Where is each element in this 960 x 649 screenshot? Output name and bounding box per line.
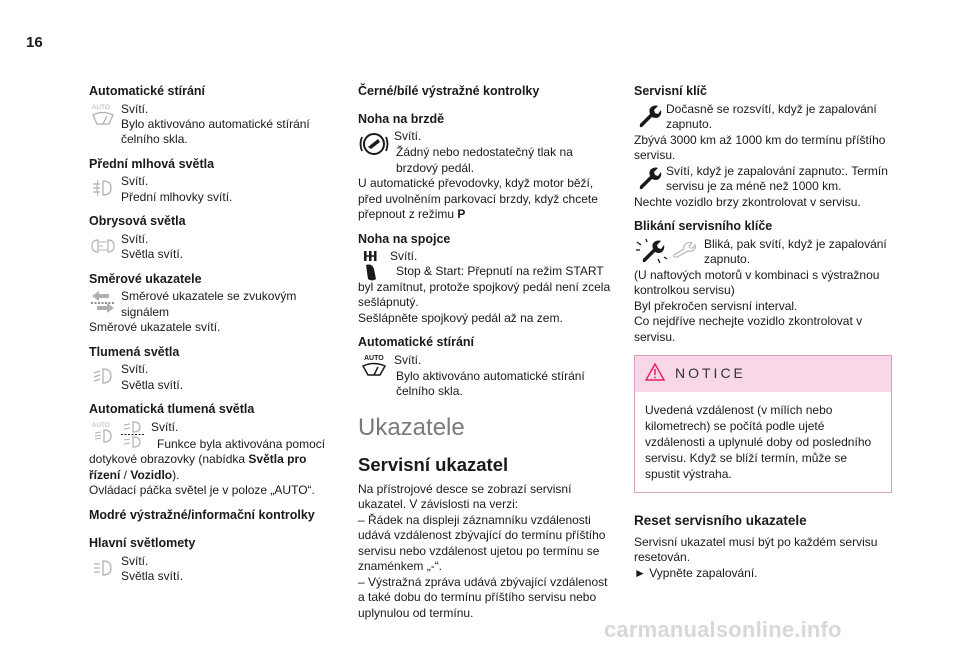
svg-text:AUTO: AUTO [364,354,384,362]
side-lights-icon [89,232,117,263]
service-key-title: Servisní klíč [634,84,707,98]
reset-service-title: Reset servisního ukazatele [634,513,807,528]
foot-on-brake-icon [358,129,390,159]
dipped-title: Tlumená světla [89,344,180,359]
wrench-icon [634,102,662,133]
page-number: 16 [26,34,43,51]
svg-text:AUTO: AUTO [92,103,110,111]
blue-lamps-heading: Modré výstražné/informační kontrolky [89,507,315,522]
service-indicator-title: Servisní ukazatel [358,453,509,475]
flashing-key-section: Blikání servisního klíče Bliká, pak svítí, když je zapalování zapnuto. (U naftových motorů v kombinaci s výstražnou kontrolkou servisu) Byl překročen servisní interval. Co nejdříve nechejte vozidlo zkontrolovat v servisu. [634,219,892,345]
turn-indicator-icon [89,289,117,320]
side-lights-section: Obrysová světla Svítí. Světla svítí. [89,214,339,263]
main-beam-section: Hlavní světlomety Svítí. Světla svítí. [89,536,339,585]
wrench-icon-2 [634,164,662,195]
flashing-key-title: Blikání servisního klíče [634,219,773,233]
service-key-section: Servisní klíč Dočasně se rozsvítí, když je zapalování zapnuto. Zbývá 3000 km až 1000 km do termínu příštího servisu. Svítí, když je zapalování zapnuto:. Termín servisu je za méně než 1000 km. Nechte vozidlo brzy zkontrolovat v servisu. [634,84,892,210]
watermark: carmanualsonline.info [604,617,842,642]
auto-wipe-section: Automatické stírání AUTO Svítí. Bylo aktivováno automatické stírání čelního skla. [89,84,339,148]
dipped-beam-icon [89,362,117,393]
foot-on-clutch-icon [358,249,386,283]
auto-dipped-section: Automatická tlumená světla AUTO Svítí. Funkce byla aktivována pomocí dotykové obrazovky (nabídka Světla pro řízení / Vozidlo). Ovládací páčka světel je v poloze „AUTO“. [89,402,339,499]
dipped-section: Tlumená světla Svítí. Světla svítí. [89,345,339,394]
flashing-wrench-icon [634,237,700,268]
notice-title: NOTICE [675,365,746,382]
brake-title: Noha na brzdě [358,111,445,126]
auto-wipe-icon [89,102,117,128]
clutch-title: Noha na spojce [358,231,451,246]
clutch-section: Noha na spojce Svítí. Stop & Start: Přepnutí na režim START byl zamítnut, protože spojkový pedál není zcela sešlápnutý. Sešlápněte spojkový pedál až na zem. [358,232,616,327]
warning-triangle-icon [645,363,665,386]
brake-section: Noha na brzdě Svítí. Žádný nebo nedostatečný tlak na brzdový pedál. U automatické převodovky, když motor běží, před uvolněním parkovací brzdy, když chcete přepnout z režimu P [358,112,616,223]
section-title-indicators: Ukazatele [358,413,465,441]
notice-body: Uvedená vzdálenost (v mílích nebo kilometrech) se počítá podle ujeté vzdálenosti a uplynulé doby od posledního servisu. Když se blíží termín, může se spustit výstraha. [645,403,872,481]
auto-wipe-title-2: Automatické stírání [358,335,475,349]
indicators-title: Směrové ukazatele [89,271,202,286]
black-white-lamps-heading: Černé/bílé výstražné kontrolky [358,84,540,98]
indicators-section: Směrové ukazatele Směrové ukazatele se zvukovým signálem Směrové ukazatele svítí. [89,272,339,336]
notice-box [634,355,892,493]
svg-text:AUTO: AUTO [92,421,110,429]
auto-dipped-desc: Funkce byla aktivována pomocí dotykové obrazovky (nabídka Světla pro řízení / Vozidlo). [89,436,326,482]
main-beam-title: Hlavní světlomety [89,536,196,550]
column-2: Černé/bílé výstražné kontrolky Noha na brzdě Svítí. Žádný nebo nedostatečný tlak na brzdový pedál. U automatické převodovky, když motor běží, před uvolněním parkovací brzdy, když chcete přepnout z režimu P Noha na spojce Svítí. Stop & Start: Přepnutí na režim START byl zamítnut, protože spojkový pedál není zcela sešlápnutý. Sešlápněte spojkový pedál až na zem. Automatické stírání AUTO Svítí. Bylo aktivováno automatické stírání čelního skla. Ukazatele Servisní ukazatel Na přístrojové desce se zobrazí servisní ukazatel. V závislosti na verzi: – Řádek na displeji záznamníku vzdálenosti udává vzdálenost zbývající do termínu příštího servisu nebo vzdálenost ujetou po termínu se znaménkem „-“. – Výstražná zpráva udává zbývající vzdálenost a také dobu do termínu příštího servisu nebo uplynulou od termínu. [358,84,616,621]
column-1 [89,84,339,594]
auto-wipe-black-icon [358,353,390,379]
front-fog-section: Přední mlhová světla Svítí. Přední mlhovky svítí. [89,157,339,206]
auto-wipe-section-2: Automatické stírání AUTO Svítí. Bylo aktivováno automatické stírání čelního skla. [358,335,616,400]
column-3: Servisní klíč Dočasně se rozsvítí, když je zapalování zapnuto. Zbývá 3000 km až 1000 km do termínu příštího servisu. Svítí, když je zapalování zapnuto:. Termín servisu je za méně než 1000 km. Nechte vozidlo brzy zkontrolovat v servisu. Blikání servisního klíče Bliká, pak svítí, když je zapalování zapnuto. (U naftových motorů v kombinaci s výstražnou kontrolkou servisu) Byl překročen servisní interval. Co nejdříve nechejte vozidlo zkontrolovat v servisu. NOTICE Uvedená vzdálenost (v mílích nebo kilometrech) se počítá podle ujeté vzdálenosti a uplynulé doby od posledního servisu. Když se blíží termín, může se spustit výstraha. Reset servisního ukazatele Servisní ukazatel musí být po každém servisu resetován. ► Vypněte zapalování. [634,84,892,581]
main-beam-icon [89,554,117,585]
notice-header [635,356,891,392]
auto-wipe-title: Automatické stírání [89,84,206,98]
auto-dipped-title: Automatická tlumená světla [89,402,255,416]
front-fog-light-icon [89,174,117,205]
side-lights-title: Obrysová světla [89,214,186,228]
front-fog-title: Přední mlhová světla [89,156,215,171]
